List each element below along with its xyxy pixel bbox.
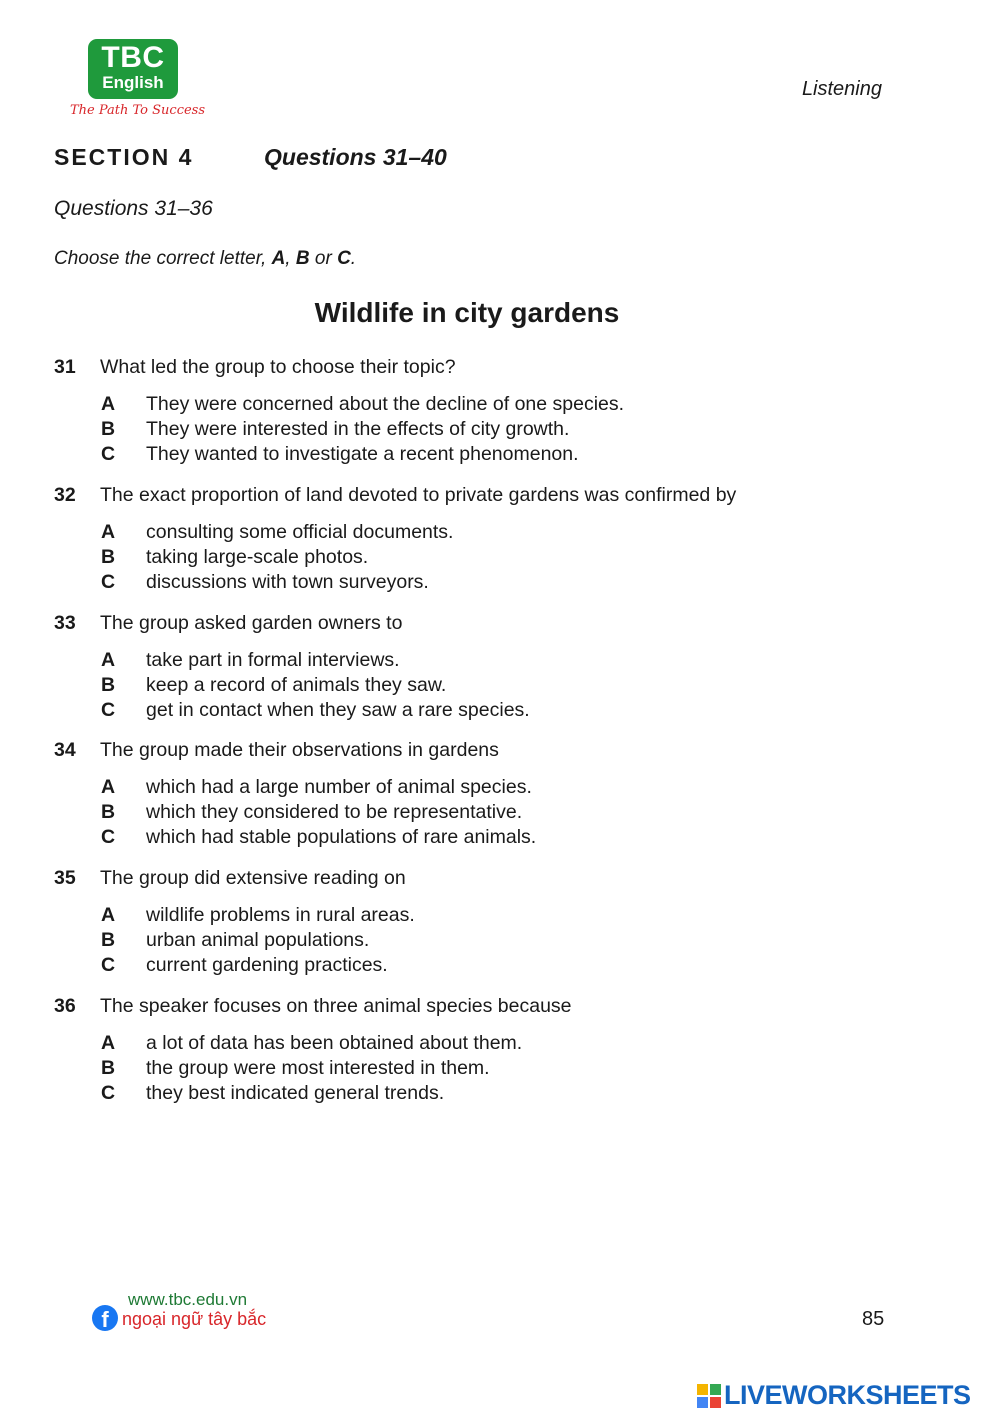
question-number: 35 (54, 867, 76, 889)
option-letter: B (101, 929, 116, 951)
website-link[interactable]: www.tbc.edu.vn (128, 1290, 248, 1309)
option-letter: C (101, 954, 116, 976)
option-b[interactable] (101, 928, 901, 953)
liveworksheets-watermark (697, 1380, 971, 1411)
question-number: 33 (54, 612, 76, 634)
option-text: They wanted to investigate a recent phenomenon. (146, 443, 579, 465)
option-c[interactable] (101, 1081, 901, 1106)
option-letter: A (101, 1032, 116, 1054)
instruction-comma: , (285, 248, 291, 269)
option-letter: B (101, 418, 116, 440)
option-a[interactable] (101, 392, 901, 417)
instruction-letter-c: C (337, 248, 351, 269)
instruction (54, 248, 356, 270)
option-letter: B (101, 674, 116, 696)
option-b[interactable] (101, 800, 901, 825)
instruction-period: . (350, 248, 357, 269)
question-number: 34 (54, 739, 76, 761)
question-number: 36 (54, 995, 76, 1017)
tbc-logo (88, 39, 178, 99)
option-text: taking large-scale photos. (146, 546, 369, 568)
page-number: 85 (862, 1308, 885, 1330)
option-text: consulting some official documents. (146, 521, 454, 543)
option-letter: A (101, 393, 116, 415)
option-letter: C (101, 699, 116, 721)
option-letter: A (101, 776, 116, 798)
option-text: take part in formal interviews. (146, 649, 400, 671)
instruction-or: or (314, 248, 332, 269)
instruction-letter-a: A (271, 248, 286, 269)
option-letter: C (101, 443, 116, 465)
option-letter: C (101, 1082, 116, 1104)
option-text: they best indicated general trends. (146, 1082, 445, 1104)
option-letter: A (101, 904, 116, 926)
option-text: which they considered to be representative. (146, 801, 523, 823)
option-letter: C (101, 571, 116, 593)
option-b[interactable] (101, 673, 901, 698)
option-a[interactable] (101, 775, 901, 800)
option-c[interactable] (101, 953, 901, 978)
section-label: Listening (801, 78, 882, 100)
question-text: The speaker focuses on three animal species because (100, 995, 572, 1017)
question-34 (54, 737, 934, 848)
option-text: They were interested in the effects of city growth. (146, 418, 570, 440)
facebook-icon: f (92, 1305, 118, 1331)
option-c[interactable] (101, 698, 901, 723)
option-b[interactable] (101, 1056, 901, 1081)
option-b[interactable] (101, 545, 901, 570)
question-text: What led the group to choose their topic? (100, 356, 456, 378)
questions-range: Questions 31–40 (264, 144, 447, 170)
watermark-text: LIVEWORKSHEETS (724, 1380, 971, 1410)
option-text: keep a record of animals they saw. (146, 674, 447, 696)
option-b[interactable] (101, 417, 901, 442)
question-number: 32 (54, 484, 76, 506)
option-text: They were concerned about the decline of one species. (146, 393, 625, 415)
sub-questions-range: Questions 31–36 (54, 197, 213, 220)
option-letter: A (101, 649, 116, 671)
logo-sub-text: English (102, 73, 164, 92)
option-a[interactable] (101, 648, 901, 673)
option-text: current gardening practices. (146, 954, 388, 976)
page-title: Wildlife in city gardens (314, 297, 620, 328)
option-c[interactable] (101, 825, 901, 850)
question-33 (54, 610, 934, 721)
option-text: discussions with town surveyors. (146, 571, 429, 593)
option-letter: B (101, 801, 116, 823)
question-text: The group made their observations in gardens (100, 739, 499, 761)
option-a[interactable] (101, 903, 901, 928)
option-letter: A (101, 521, 116, 543)
question-number: 31 (54, 356, 76, 378)
section-heading: SECTION 4 (54, 144, 194, 170)
option-a[interactable] (101, 1031, 901, 1056)
option-text: get in contact when they saw a rare species. (146, 699, 530, 721)
option-c[interactable] (101, 442, 901, 467)
option-text: urban animal populations. (146, 929, 370, 951)
question-35 (54, 865, 934, 976)
option-text: wildlife problems in rural areas. (146, 904, 415, 926)
question-text: The group did extensive reading on (100, 867, 406, 889)
option-text: which had stable populations of rare animals. (146, 826, 537, 848)
option-letter: B (101, 546, 116, 568)
option-c[interactable] (101, 570, 901, 595)
facebook-page-name[interactable]: ngoại ngữ tây bắc (122, 1309, 267, 1329)
logo-tagline: The Path To Success (70, 103, 206, 118)
option-a[interactable] (101, 520, 901, 545)
question-text: The exact proportion of land devoted to private gardens was confirmed by (100, 484, 737, 506)
liveworksheets-grid-icon (697, 1384, 721, 1408)
instruction-prefix: Choose the correct letter, (54, 248, 267, 269)
instruction-letter-b: B (295, 248, 310, 269)
option-text: which had a large number of animal species. (146, 776, 532, 798)
option-text: the group were most interested in them. (146, 1057, 490, 1079)
question-32 (54, 482, 934, 593)
question-36 (54, 993, 934, 1104)
option-text: a lot of data has been obtained about them. (146, 1032, 523, 1054)
question-text: The group asked garden owners to (100, 612, 403, 634)
option-letter: B (101, 1057, 116, 1079)
question-31 (54, 354, 934, 465)
logo-main-text: TBC (101, 41, 165, 74)
option-letter: C (101, 826, 116, 848)
